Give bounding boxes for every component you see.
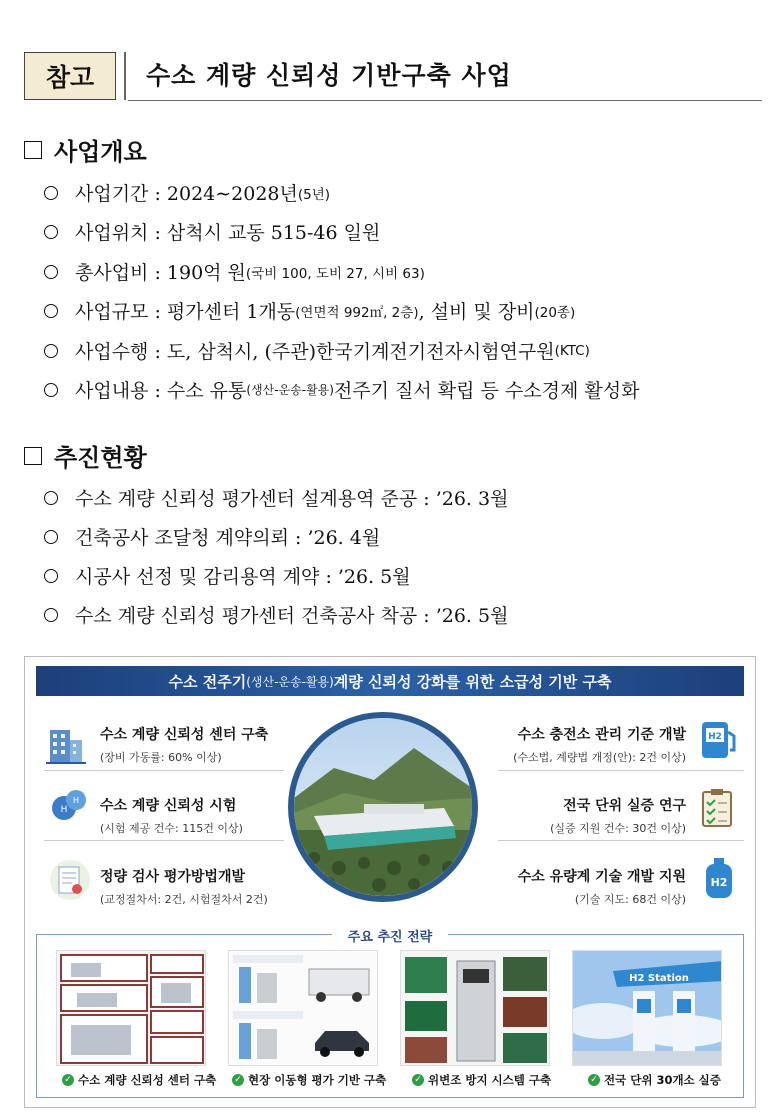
h2-tank-icon (698, 856, 742, 900)
feature-national-demo: 전국 단위 실증 연구 (실증 지원 건수: 30건 이상) (550, 798, 686, 835)
square-bullet-icon (24, 447, 42, 465)
strategy-caption: ✓ 위변조 방지 시스템 구축 (412, 1072, 551, 1088)
title-underline (128, 100, 762, 101)
circle-bullet-icon (44, 265, 58, 279)
circle-bullet-icon (44, 225, 58, 239)
h2-station-image (573, 951, 722, 1066)
anti-tamper-thumbnail (400, 950, 550, 1066)
feature-station-standard: 수소 충전소 관리 기준 개발 (수소법, 계량법 개정(안): 2건 이상) (513, 727, 686, 764)
h2-station-thumbnail (572, 950, 722, 1066)
check-icon: ✓ (62, 1074, 74, 1086)
certificate-icon (48, 858, 92, 902)
progress-heading: 추진현황 (24, 438, 147, 473)
check-icon: ✓ (232, 1074, 244, 1086)
overview-item-scale: 사업규모 : 평가센터 1개동 (연면적 992㎡, 2층) , 설비 및 장비 (20종) (44, 297, 575, 324)
building-rendering-image (294, 718, 472, 896)
circle-bullet-icon (44, 530, 58, 544)
divider (498, 770, 744, 771)
divider (44, 840, 284, 841)
circle-bullet-icon (44, 608, 58, 622)
floorplan-image (57, 951, 206, 1066)
circle-bullet-icon (44, 383, 58, 397)
mobile-eval-image (229, 951, 378, 1066)
strategy-title: 주요 추진 전략 (332, 926, 448, 945)
feature-center-build: 수소 계량 신뢰성 센터 구축 (장비 가동률: 60% 이상) (100, 727, 269, 764)
center-building-photo (288, 712, 478, 902)
circle-bullet-icon (44, 186, 58, 200)
circle-bullet-icon (44, 569, 58, 583)
overview-heading: 사업개요 (24, 132, 147, 167)
clipboard-icon (696, 786, 740, 830)
overview-item-content: 사업내용 : 수소 유통 (생산-운송-활용) 전주기 질서 확립 등 수소경제 활성화 (44, 376, 639, 403)
svg-text:H2: H2 (708, 732, 722, 742)
circle-bullet-icon (44, 304, 58, 318)
progress-item: 건축공사 조달청 계약의뢰 : ’26. 4월 (44, 523, 380, 550)
tag-divider (124, 52, 126, 100)
strategy-caption: ✓ 현장 이동형 평가 기반 구축 (232, 1072, 386, 1088)
progress-item: 시공사 선정 및 감리용역 계약 : ’26. 5월 (44, 562, 411, 589)
center-floorplan-thumbnail (56, 950, 206, 1066)
circle-bullet-icon (44, 491, 58, 505)
svg-text:H2 Station: H2 Station (629, 973, 689, 984)
check-icon: ✓ (412, 1074, 424, 1086)
check-icon: ✓ (588, 1074, 600, 1086)
reference-tag: 참고 (24, 52, 116, 100)
strategy-caption: ✓ 수소 계량 신뢰성 센터 구축 (62, 1072, 216, 1088)
circle-bullet-icon (44, 344, 58, 358)
page-title: 수소 계량 신뢰성 기반구축 사업 (146, 61, 512, 90)
anti-tamper-image (401, 951, 550, 1066)
h2-pump-icon (696, 718, 740, 762)
feature-reliability-test: 수소 계량 신뢰성 시험 (시험 제공 건수: 115건 이상) (100, 798, 243, 835)
svg-text:H: H (60, 805, 68, 815)
overview-item-budget: 총사업비 : 190억 원 (국비 100, 도비 27, 시비 63) (44, 258, 425, 285)
strategy-caption: ✓ 전국 단위 30개소 실증 (588, 1072, 721, 1088)
building-icon (44, 722, 88, 766)
progress-item: 수소 계량 신뢰성 평가센터 설계용역 준공 : ’26. 3월 (44, 484, 508, 511)
infographic-banner: 수소 전주기 (생산-운송-활용) 계량 신뢰성 강화를 위한 소급성 기반 구축 (36, 666, 744, 696)
feature-method-dev: 정량 검사 평가방법개발 (교정절차서: 2건, 시험절차서 2건) (100, 869, 268, 906)
hydrogen-molecule-icon (48, 784, 92, 828)
overview-item-period: 사업기간 : 2024∼2028년 (5년) (44, 179, 330, 206)
svg-text:H: H (72, 796, 80, 805)
divider (498, 840, 744, 841)
svg-text:H2: H2 (710, 876, 728, 889)
overview-item-operator: 사업수행 : 도, 삼척시, (주관)한국기계전기전자시험연구원 (KTC) (44, 337, 590, 364)
overview-item-location: 사업위치 : 삼척시 교동 515-46 일원 (44, 218, 380, 245)
feature-flowmeter-support: 수소 유량계 기술 개발 지원 (기술 지도: 68건 이상) (517, 869, 686, 906)
progress-item: 수소 계량 신뢰성 평가센터 건축공사 착공 : ’26. 5월 (44, 601, 508, 628)
mobile-eval-thumbnail (228, 950, 378, 1066)
divider (44, 770, 284, 771)
square-bullet-icon (24, 141, 42, 159)
